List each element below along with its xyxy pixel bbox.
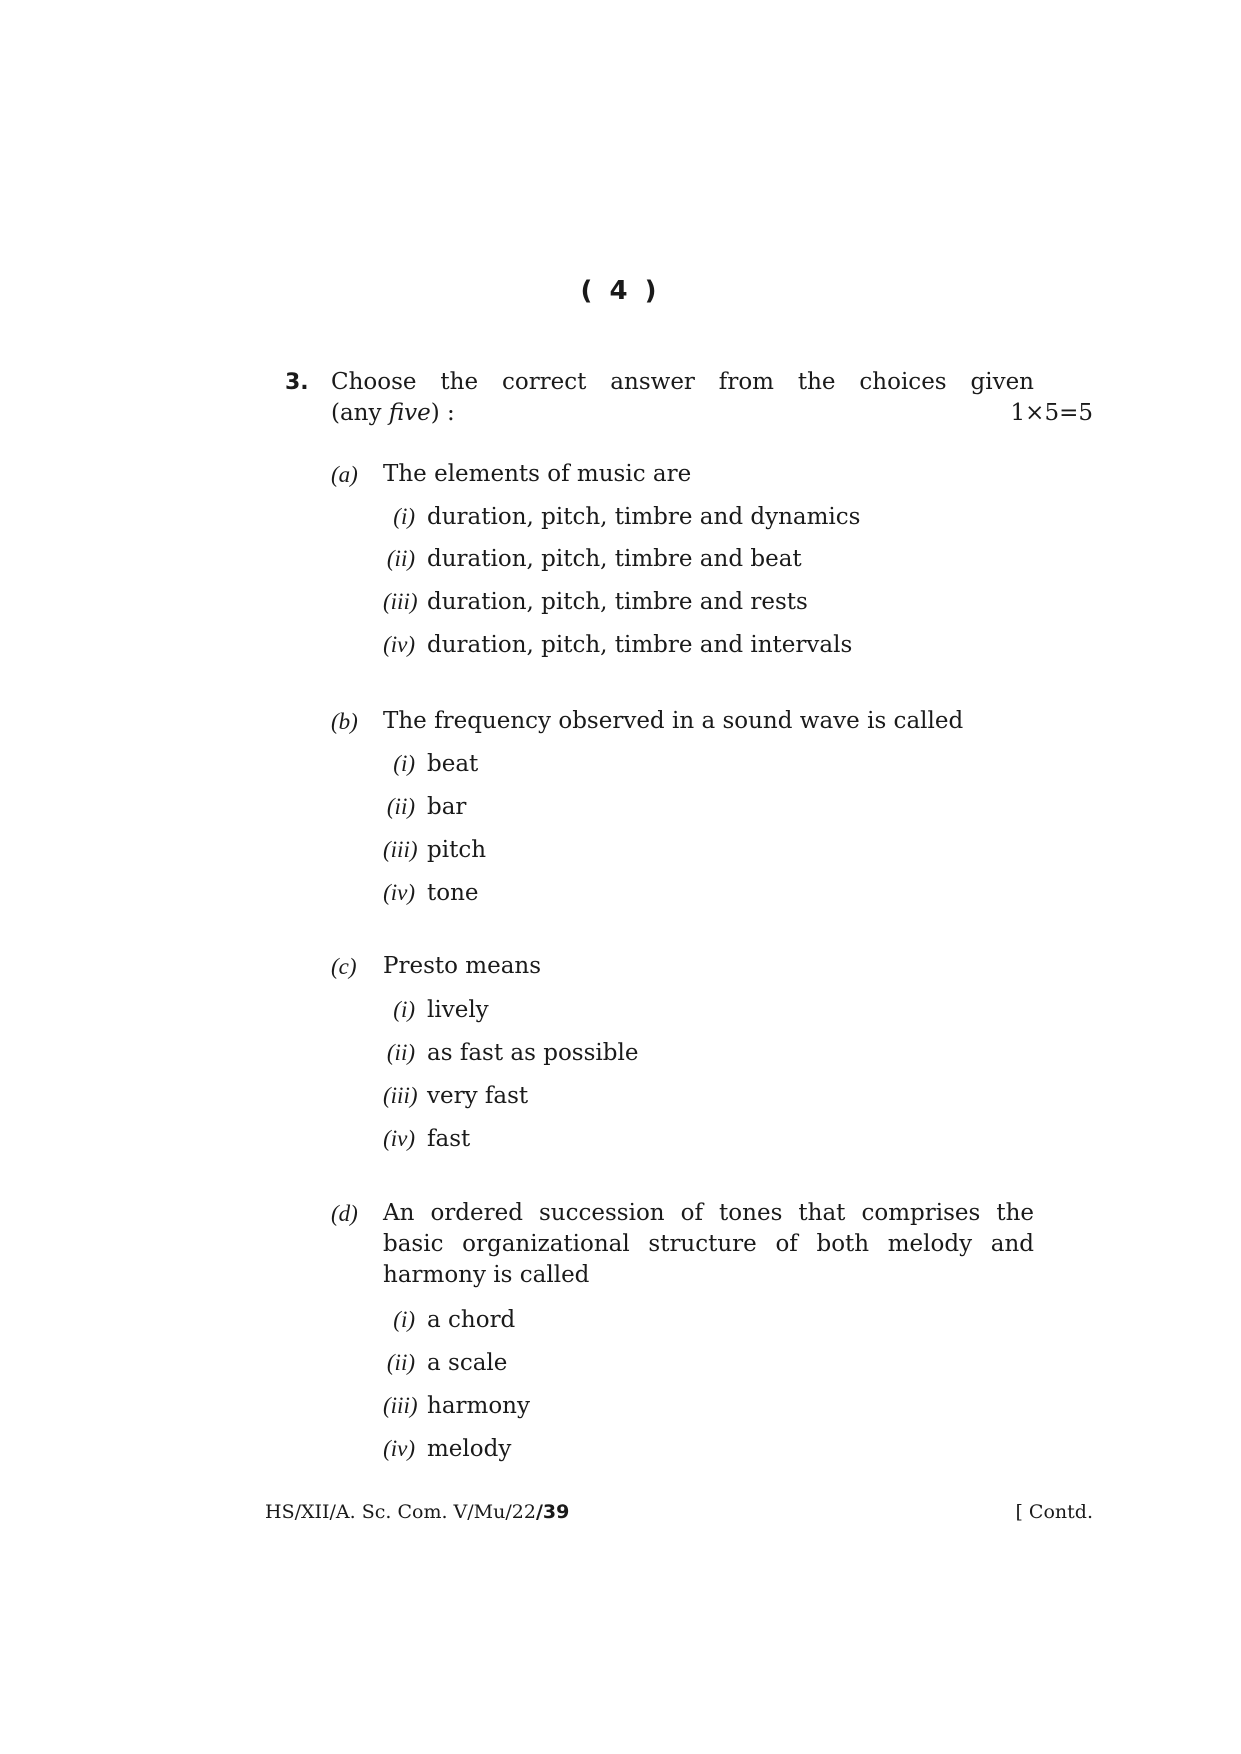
paper-code <box>265 1499 569 1525</box>
option <box>383 877 479 909</box>
question-text-line1: Choose the correct answer from the choices given <box>331 369 1034 395</box>
subquestion-label: (c) <box>331 954 357 979</box>
subquestion-label: (b) <box>331 709 358 734</box>
option <box>383 586 808 618</box>
page-number: ( 4 ) <box>580 276 661 306</box>
question-line2-suffix: ) : <box>430 400 455 426</box>
option-text: beat <box>427 751 479 777</box>
option <box>383 994 489 1026</box>
option-label: (iv) <box>383 632 415 657</box>
contd-label: [ Contd. <box>1015 1501 1093 1523</box>
option-text: very fast <box>427 1083 529 1109</box>
option-label: (iv) <box>383 1126 415 1151</box>
option-text: lively <box>427 997 489 1023</box>
option <box>383 543 802 575</box>
option-label: (ii) <box>386 546 415 571</box>
option <box>383 791 466 823</box>
option <box>383 1037 638 1069</box>
option-text: pitch <box>427 837 487 863</box>
option-text: duration, pitch, timbre and beat <box>427 546 802 572</box>
option-text: tone <box>427 880 479 906</box>
option-label: (ii) <box>386 1040 415 1065</box>
option-text: duration, pitch, timbre and dynamics <box>427 504 861 530</box>
option-label: (ii) <box>386 794 415 819</box>
subquestion-label: (d) <box>331 1201 358 1226</box>
option-label: (ii) <box>386 1350 415 1375</box>
option <box>383 1123 470 1155</box>
subquestion-stem: Presto means <box>383 953 542 979</box>
option-label: (iii) <box>383 1393 418 1418</box>
subquestion-stem: The frequency observed in a sound wave is called <box>383 708 964 734</box>
option-label: (i) <box>393 997 415 1022</box>
option-label: (iii) <box>383 589 418 614</box>
question-marks: 1×5=5 <box>1010 400 1093 426</box>
option-label: (iv) <box>383 1436 415 1461</box>
subquestion-label: (a) <box>331 462 358 487</box>
option <box>383 1080 528 1112</box>
subquestion-stem: An ordered succession of tones that comprises the basic organizational structure of both melody and harmony is called <box>383 1200 1034 1288</box>
question-line2-italic: five <box>388 400 431 426</box>
paper-code-suffix: /39 <box>535 1501 570 1523</box>
option-label: (iv) <box>383 880 415 905</box>
option-text: a chord <box>427 1307 516 1333</box>
option-text: a scale <box>427 1350 508 1376</box>
option-text: harmony <box>427 1393 530 1419</box>
option <box>383 1304 515 1336</box>
subquestion-stem: The elements of music are <box>383 461 692 487</box>
option <box>383 501 860 533</box>
option-text: melody <box>427 1436 512 1462</box>
option-text: duration, pitch, timbre and intervals <box>427 632 853 658</box>
option <box>383 1433 511 1465</box>
option-label: (iii) <box>383 837 418 862</box>
question-text-line2 <box>331 398 455 429</box>
option-text: duration, pitch, timbre and rests <box>427 589 808 615</box>
option <box>383 1390 530 1422</box>
option-label: (i) <box>393 1307 415 1332</box>
question-number: 3. <box>285 370 309 395</box>
question-line2-prefix: (any <box>331 400 389 426</box>
option <box>383 629 852 661</box>
option <box>383 748 478 780</box>
option-text: bar <box>427 794 467 820</box>
option <box>383 1347 507 1379</box>
option <box>383 834 486 866</box>
option-text: as fast as possible <box>427 1040 639 1066</box>
option-label: (iii) <box>383 1083 418 1108</box>
option-label: (i) <box>393 751 415 776</box>
option-label: (i) <box>393 504 415 529</box>
paper-code-prefix: HS/XII/A. Sc. Com. V/Mu/22 <box>265 1501 536 1523</box>
option-text: fast <box>427 1126 471 1152</box>
